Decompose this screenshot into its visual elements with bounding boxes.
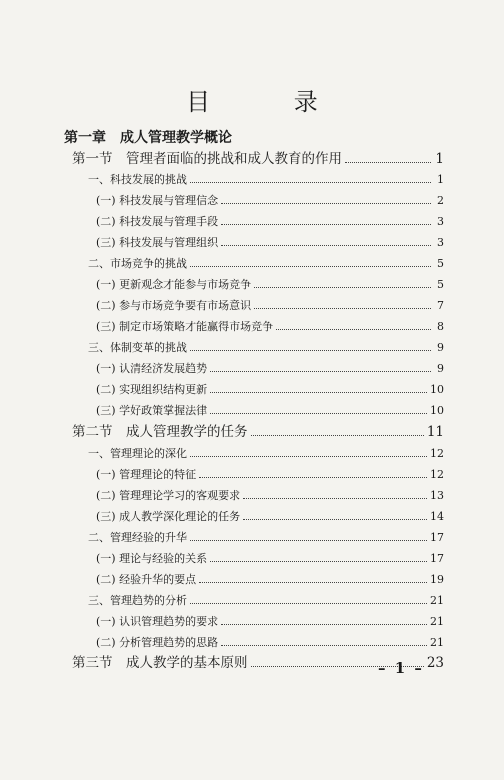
leader-dots <box>243 487 427 499</box>
toc-entry-text: 第二节 成人管理教学的任务 <box>72 424 248 440</box>
leader-dots <box>190 529 427 541</box>
toc-entry-page: 5 <box>437 257 444 270</box>
toc-entry <box>96 571 444 589</box>
leader-dots <box>210 360 431 372</box>
toc-entry <box>88 529 444 547</box>
toc-entry-text: 三、体制变革的挑战 <box>88 341 187 354</box>
toc-entry-text: 二、市场竞争的挑战 <box>88 257 187 270</box>
toc-entry-page: 17 <box>430 531 444 544</box>
toc-entry <box>96 234 444 252</box>
toc-entry <box>96 508 444 526</box>
toc-entry <box>96 318 444 336</box>
toc-entry-text: 三、管理趋势的分析 <box>88 594 187 607</box>
toc-entry-text: (三) 成人教学深化理论的任务 <box>96 510 241 523</box>
page-title: 目 录 <box>186 88 356 116</box>
toc-entry-text: (一) 理论与经验的关系 <box>96 552 208 565</box>
leader-dots <box>210 402 427 414</box>
toc-entry-page: 3 <box>437 236 444 249</box>
leader-dots <box>210 381 427 393</box>
toc-entry <box>88 592 444 610</box>
toc-entry-page: 14 <box>430 510 444 523</box>
toc-entry-page: 19 <box>430 573 444 586</box>
toc-entry <box>96 360 444 378</box>
toc-entry <box>96 466 444 484</box>
leader-dots <box>221 213 431 225</box>
leader-dots <box>345 151 431 163</box>
toc-entry <box>96 634 444 652</box>
toc-entry-text: (二) 分析管理趋势的思路 <box>96 636 219 649</box>
toc-entry <box>96 613 444 631</box>
toc-entry-text: 二、管理经验的升华 <box>88 531 187 544</box>
toc-entry <box>96 192 444 210</box>
toc-entry-text: (三) 制定市场策略才能赢得市场竞争 <box>96 320 274 333</box>
toc-entry <box>96 297 444 315</box>
toc-entry-text: (二) 参与市场竞争要有市场意识 <box>96 299 252 312</box>
leader-dots <box>254 276 431 288</box>
toc-entry-text: (二) 经验升华的要点 <box>96 573 197 586</box>
leader-dots <box>221 234 431 246</box>
chapter-heading <box>64 129 232 147</box>
leader-dots <box>276 318 431 330</box>
toc-entry-text: (二) 科技发展与管理手段 <box>96 215 219 228</box>
leader-dots <box>190 339 431 351</box>
toc-entry-page: 12 <box>430 447 444 460</box>
leader-dots <box>190 592 427 604</box>
toc-entry-text: (一) 认识管理趋势的要求 <box>96 615 219 628</box>
toc-entry-page: 21 <box>430 615 444 628</box>
toc-entry-page: 21 <box>430 594 444 607</box>
toc-entry-page: 5 <box>437 278 444 291</box>
toc-entry-page: 13 <box>430 489 444 502</box>
chapter-title: 第一章 成人管理教学概论 <box>64 130 232 146</box>
toc-entry-page: 11 <box>426 424 444 440</box>
toc-entry <box>72 150 444 168</box>
toc-entry <box>96 402 444 420</box>
toc-entry-page: 10 <box>430 383 444 396</box>
toc-entry-text: (二) 实现组织结构更新 <box>96 383 208 396</box>
toc-entry-text: (一) 认清经济发展趋势 <box>96 362 208 375</box>
toc-entry-page: 8 <box>437 320 444 333</box>
leader-dots <box>221 634 427 646</box>
toc-entry <box>96 381 444 399</box>
toc-entry <box>96 487 444 505</box>
toc-entry <box>96 550 444 568</box>
leader-dots <box>190 171 431 183</box>
toc-entry <box>96 213 444 231</box>
leader-dots <box>254 297 431 309</box>
toc-entry-page: 7 <box>437 299 444 312</box>
toc-entry-page: 3 <box>437 215 444 228</box>
toc-entry-text: (一) 科技发展与管理信念 <box>96 194 219 207</box>
toc-entry-page: 10 <box>430 404 444 417</box>
toc-entry-page: 9 <box>437 362 444 375</box>
leader-dots <box>243 508 427 520</box>
toc-entry-page: 9 <box>437 341 444 354</box>
leader-dots <box>251 424 424 436</box>
toc-entry-text: (三) 科技发展与管理组织 <box>96 236 219 249</box>
leader-dots <box>210 550 427 562</box>
leader-dots <box>199 466 427 478</box>
toc-entry <box>72 423 444 441</box>
leader-dots <box>221 613 427 625</box>
toc-entry <box>88 255 444 273</box>
toc-entry-text: 一、管理理论的深化 <box>88 447 187 460</box>
leader-dots <box>190 255 431 267</box>
toc-entry-text: 第三节 成人教学的基本原则 <box>72 655 248 671</box>
toc-entry-text: (二) 管理理论学习的客观要求 <box>96 489 241 502</box>
toc-entry-page: 12 <box>430 468 444 481</box>
page-number: – 1 – <box>378 659 424 677</box>
toc-entry-page: 1 <box>435 151 444 167</box>
leader-dots <box>199 571 427 583</box>
toc-entry-text: 第一节 管理者面临的挑战和成人教育的作用 <box>72 151 342 167</box>
toc-entry <box>88 171 444 189</box>
toc-entry-text: (三) 学好政策掌握法律 <box>96 404 208 417</box>
toc-entry-page: 1 <box>437 173 444 186</box>
toc-entry-text: 一、科技发展的挑战 <box>88 173 187 186</box>
toc-entry <box>96 276 444 294</box>
leader-dots <box>190 445 427 457</box>
toc-entry <box>88 339 444 357</box>
toc-entry-text: (一) 更新观念才能参与市场竞争 <box>96 278 252 291</box>
leader-dots <box>221 192 431 204</box>
toc-entry-page: 17 <box>430 552 444 565</box>
toc-entry-page: 21 <box>430 636 444 649</box>
toc-entry-text: (一) 管理理论的特征 <box>96 468 197 481</box>
toc-entry <box>88 445 444 463</box>
toc-entry-page: 2 <box>437 194 444 207</box>
toc-entry-page: 23 <box>426 655 444 671</box>
